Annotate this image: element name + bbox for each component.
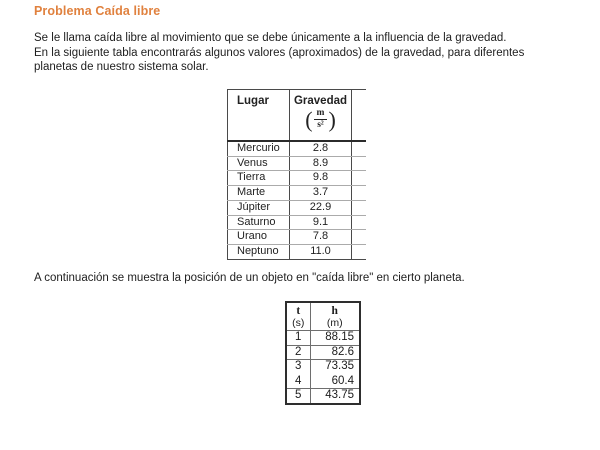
gravity-table (227, 89, 366, 260)
planet-name-cell: Júpiter (228, 200, 290, 215)
height-symbol: h (331, 304, 338, 317)
table-row (228, 186, 366, 201)
gravity-table-header-row (228, 90, 366, 142)
ghost-cell (352, 244, 366, 259)
time-col-header (286, 302, 310, 331)
ghost-cell (352, 90, 366, 142)
ghost-cell (352, 200, 366, 215)
time-value-cell: 4 (286, 374, 310, 389)
unit-denominator: s² (317, 120, 324, 130)
table-row (286, 389, 360, 404)
height-value-cell: 60.4 (310, 374, 360, 389)
ghost-cell (352, 141, 366, 156)
close-paren: ) (328, 106, 336, 132)
position-intro: A continuación se muestra la posición de un objeto en "caída libre" en cierto planeta. (34, 272, 465, 284)
gravity-unit-fraction (290, 106, 351, 132)
table-row (286, 331, 360, 346)
height-value-cell: 82.6 (310, 345, 360, 360)
position-table (285, 301, 361, 405)
table-row (228, 200, 366, 215)
time-value-cell: 3 (286, 360, 310, 375)
time-value-cell: 1 (286, 331, 310, 346)
height-value-cell: 88.15 (310, 331, 360, 346)
time-value-cell: 5 (286, 389, 310, 404)
planet-name-cell: Urano (228, 230, 290, 245)
gravity-value-cell: 11.0 (290, 244, 352, 259)
gravity-col-header-lugar: Lugar (228, 90, 290, 142)
gravity-value-cell: 9.1 (290, 215, 352, 230)
gravity-value-cell: 7.8 (290, 230, 352, 245)
height-col-header (310, 302, 360, 331)
table-row (228, 215, 366, 230)
planet-name-cell: Mercurio (228, 141, 290, 156)
planet-name-cell: Venus (228, 156, 290, 171)
table-row (286, 345, 360, 360)
table-row (228, 230, 366, 245)
planet-name-cell: Marte (228, 186, 290, 201)
table-row (228, 244, 366, 259)
height-value-cell: 43.75 (310, 389, 360, 404)
planet-name-cell: Neptuno (228, 244, 290, 259)
intro-line: Se le llama caída libre al movimiento que se debe únicamente a la influencia de la gravedad. (34, 32, 507, 44)
intro-paragraph (34, 31, 524, 75)
ghost-cell (352, 230, 366, 245)
open-paren: ( (305, 106, 313, 132)
table-row (286, 360, 360, 375)
time-value-cell: 2 (286, 345, 310, 360)
page-title: Problema Caída libre (34, 4, 161, 18)
position-table-header-row (286, 302, 360, 331)
table-row (286, 374, 360, 389)
ghost-cell (352, 215, 366, 230)
table-row (228, 156, 366, 171)
height-unit: (m) (326, 316, 343, 329)
intro-line: planetas de nuestro sistema solar. (34, 61, 209, 73)
table-row (228, 171, 366, 186)
planet-name-cell: Saturno (228, 215, 290, 230)
ghost-cell (352, 186, 366, 201)
m-per-s2-fraction (314, 109, 328, 130)
table-row (228, 141, 366, 156)
planet-name-cell: Tierra (228, 171, 290, 186)
gravity-value-cell: 2.8 (290, 141, 352, 156)
gravity-value-cell: 3.7 (290, 186, 352, 201)
gravity-value-cell: 9.8 (290, 171, 352, 186)
intro-line: En la siguiente tabla encontrarás algunos valores (aproximados) de la gravedad, para diferentes (34, 46, 525, 59)
time-unit: (s) (292, 316, 305, 329)
gravity-col-header-gravedad (290, 90, 352, 142)
gravity-value-cell: 8.9 (290, 156, 352, 171)
time-symbol: t (296, 304, 301, 317)
ghost-cell (352, 171, 366, 186)
ghost-cell (352, 156, 366, 171)
gravity-value-cell: 22.9 (290, 200, 352, 215)
height-value-cell: 73.35 (310, 360, 360, 375)
gravity-header-label: Gravedad (293, 95, 348, 107)
unit-numerator: m (314, 109, 328, 120)
